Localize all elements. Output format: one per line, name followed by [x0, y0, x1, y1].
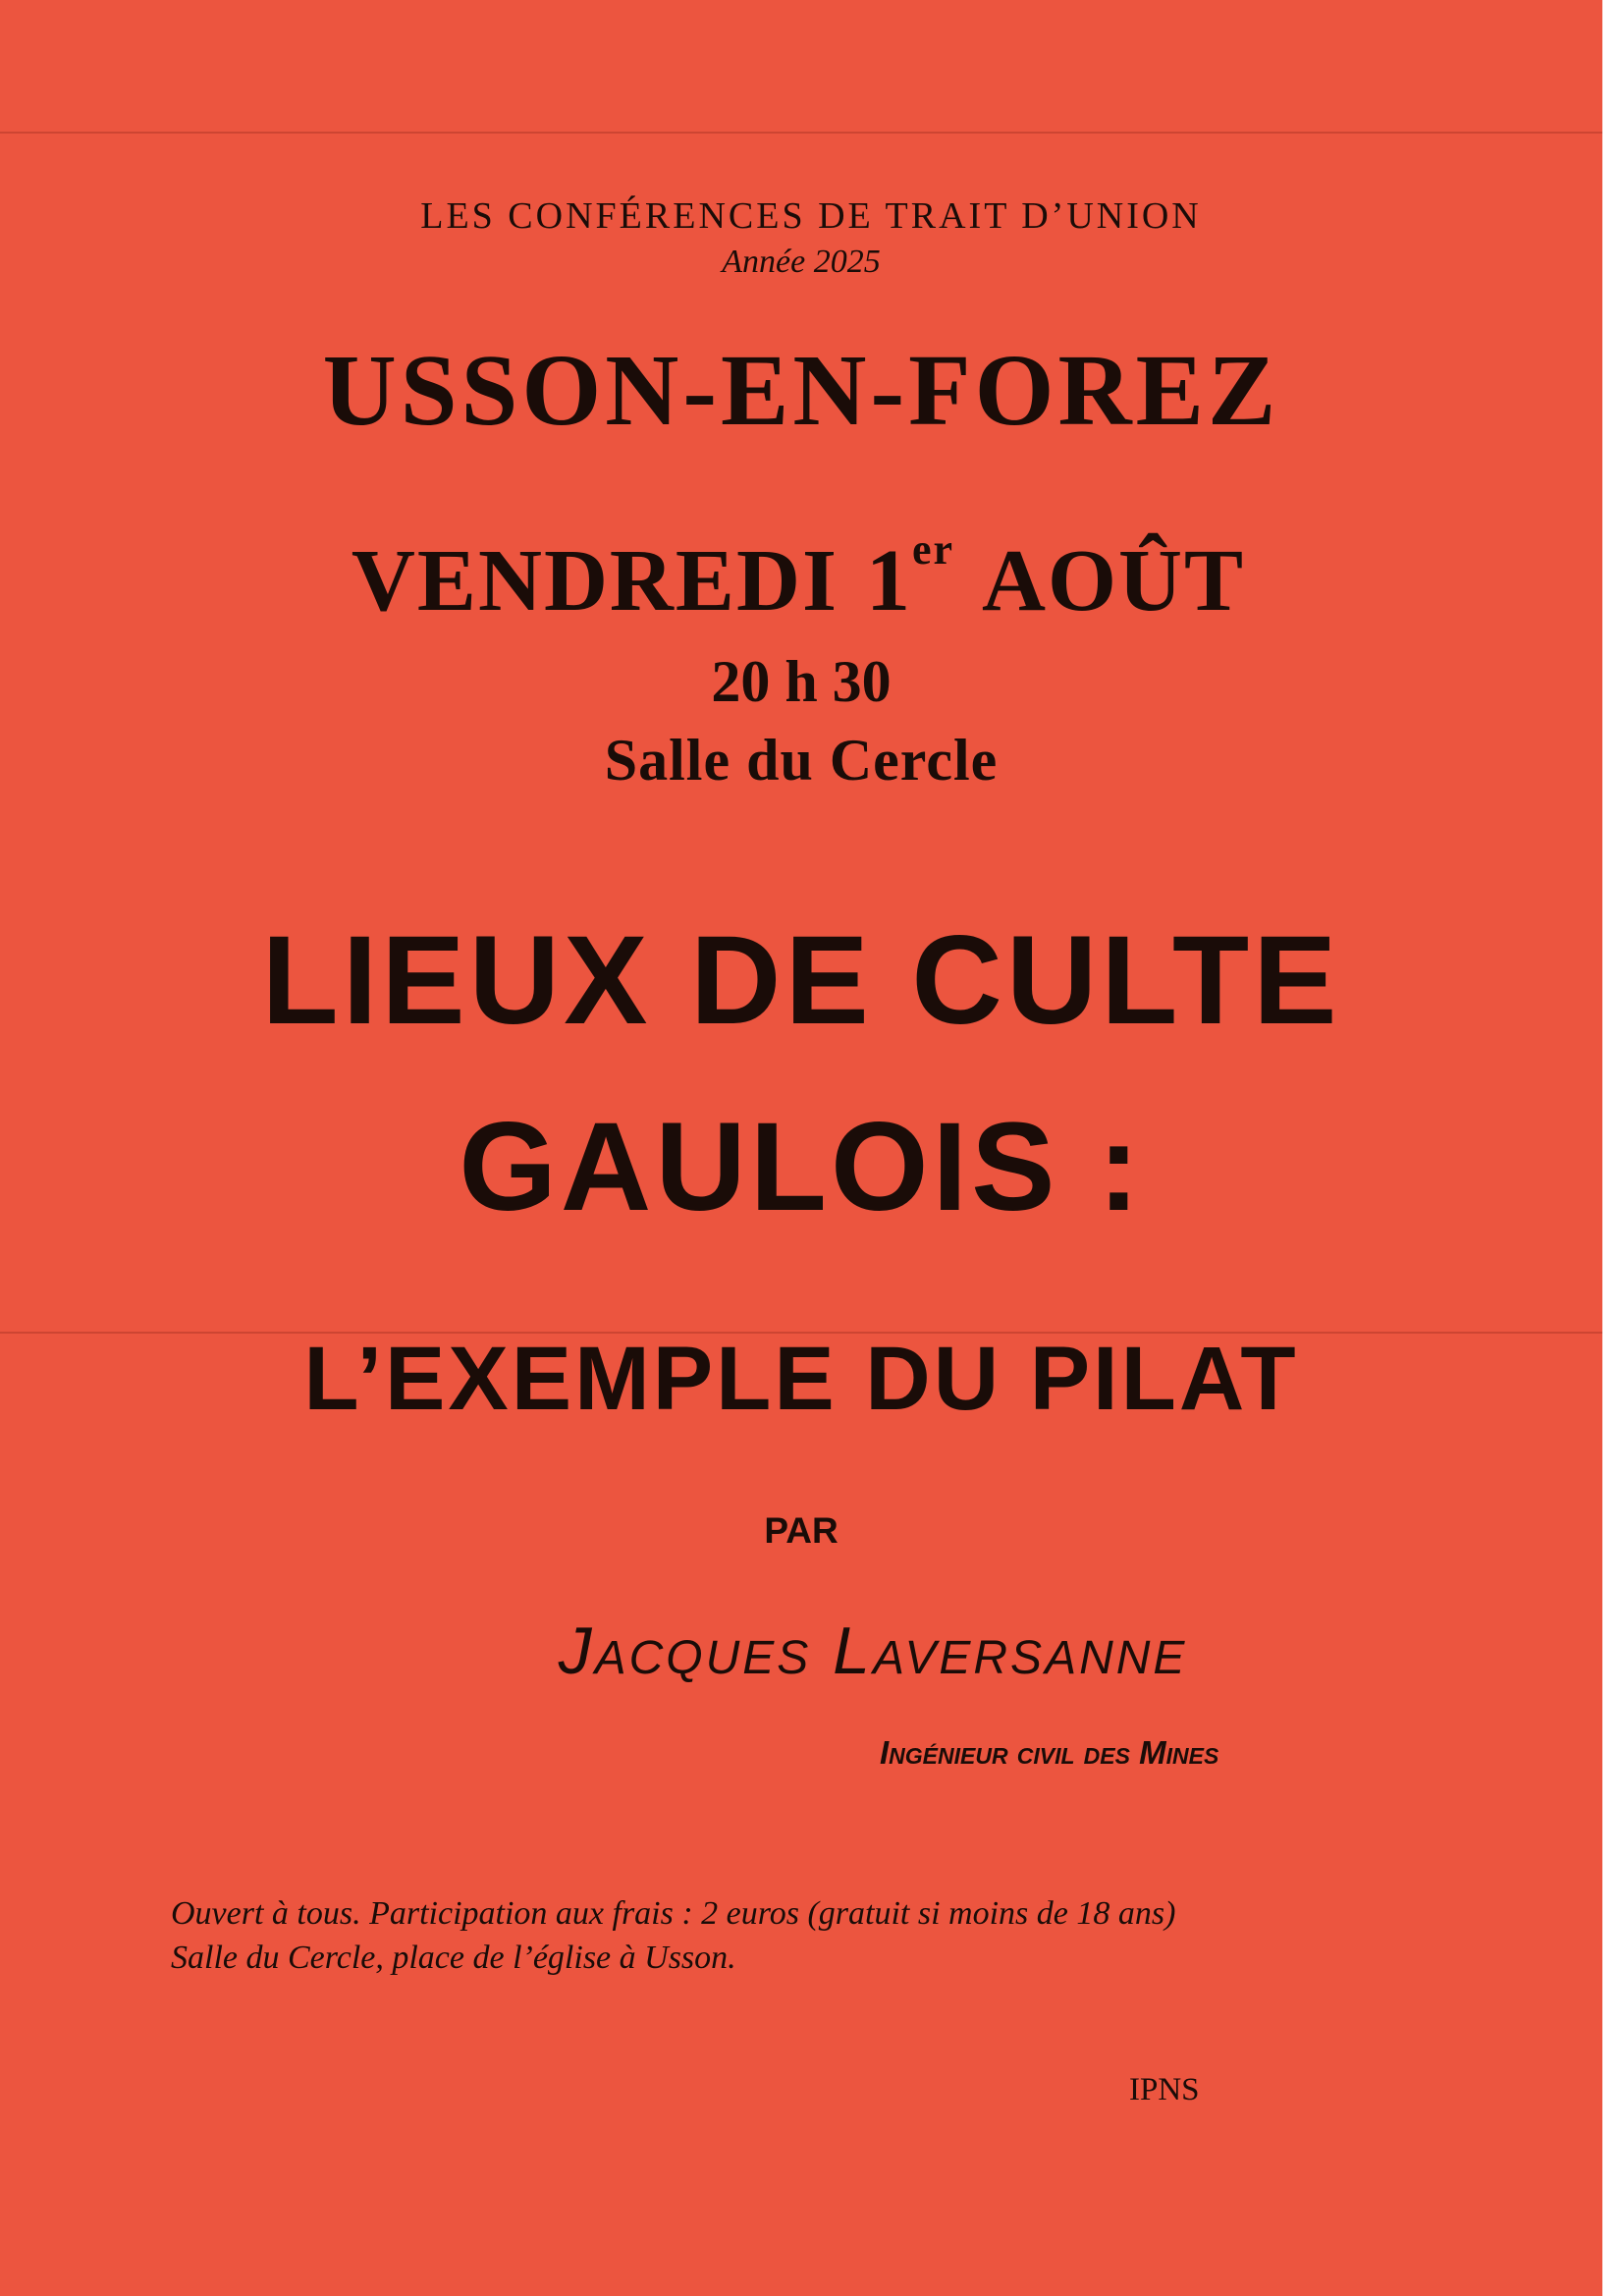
talk-title-line-1: LIEUX DE CULTE — [261, 910, 1341, 1051]
event-venue: Salle du Cercle — [604, 728, 999, 793]
speaker-name: Jacques Laversanne — [558, 1613, 1188, 1688]
town-name: USSON-EN-FOREZ — [322, 334, 1280, 447]
conference-year: Année 2025 — [722, 244, 881, 280]
conference-series: LES CONFÉRENCES DE TRAIT D’UNION — [420, 195, 1202, 237]
practical-info-line-1: Ouvert à tous. Participation aux frais : 2 euros (gratuit si moins de 18 ans) — [171, 1895, 1176, 1932]
event-day-suffix: er — [911, 525, 955, 574]
fold-line — [0, 132, 1602, 134]
speaker-role: Ingénieur civil des Mines — [880, 1734, 1219, 1771]
event-day-number: 1 — [865, 532, 912, 629]
event-month: AOÛT — [982, 532, 1246, 629]
scan-margin — [1602, 0, 1623, 2296]
event-day: VENDREDI — [351, 532, 839, 629]
event-date — [0, 525, 1599, 631]
talk-subtitle: L’EXEMPLE DU PILAT — [303, 1329, 1299, 1429]
ipns-mark: IPNS — [1129, 2072, 1200, 2107]
event-time: 20 h 30 — [711, 649, 892, 714]
talk-title-line-2: GAULOIS : — [459, 1097, 1144, 1237]
practical-info-line-2: Salle du Cercle, place de l’église à Usson. — [171, 1940, 736, 1976]
by-label: PAR — [764, 1510, 839, 1551]
